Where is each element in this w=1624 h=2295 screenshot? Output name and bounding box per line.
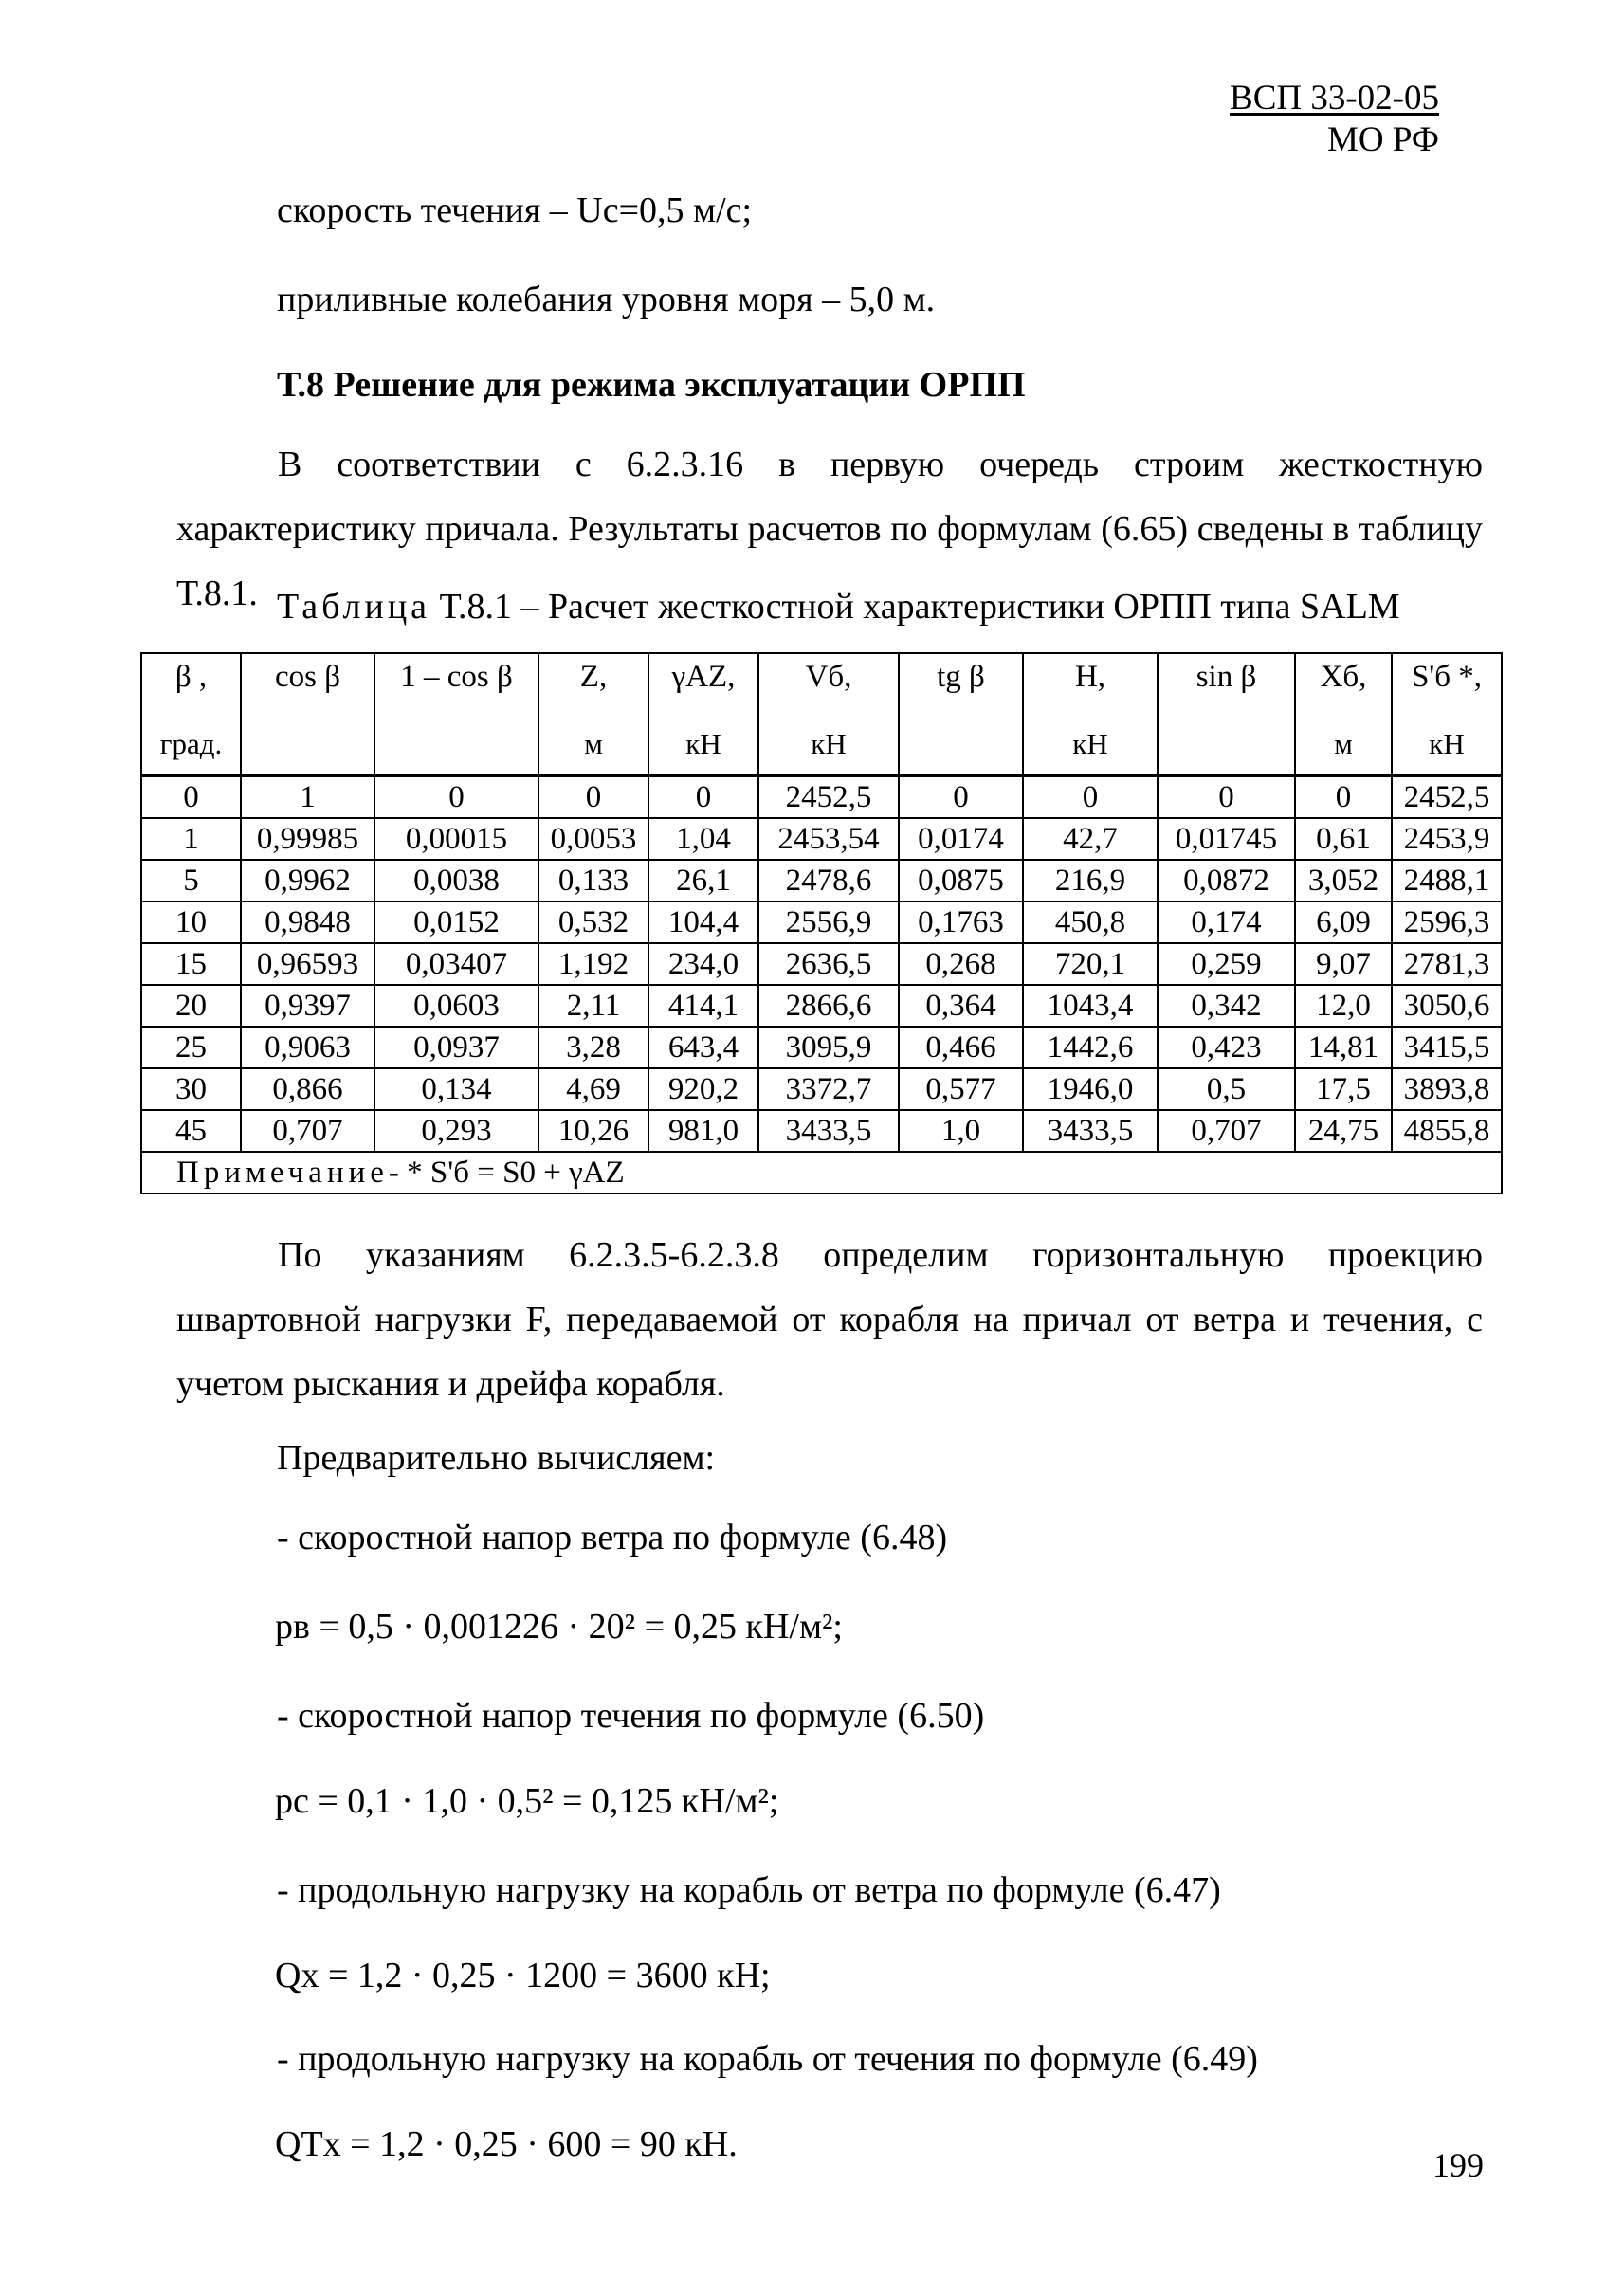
table-cell: 0,707 bbox=[1158, 1110, 1295, 1152]
intro-line-1: скорость течения – Uc=0,5 м/с; bbox=[277, 191, 753, 230]
table-cell: 2596,3 bbox=[1392, 902, 1502, 943]
header-cell: 1 – cos β bbox=[374, 653, 538, 711]
item-2-text: - скоростной напор течения по формуле (6.50) bbox=[277, 1696, 985, 1736]
header-cell: Vб, bbox=[758, 653, 899, 711]
header-cell: S'б *, bbox=[1392, 653, 1502, 711]
table-cell: 0,259 bbox=[1158, 943, 1295, 985]
table-cell: 2781,3 bbox=[1392, 943, 1502, 985]
table-cell: 10 bbox=[141, 902, 241, 943]
table-cell: 1442,6 bbox=[1023, 1027, 1158, 1068]
header-cell: Xб, bbox=[1295, 653, 1392, 711]
unit-cell: м bbox=[538, 711, 648, 775]
table-cell: 450,8 bbox=[1023, 902, 1158, 943]
item-1-text: - скоростной напор ветра по формуле (6.48) bbox=[277, 1518, 948, 1557]
table-cell: 0,96593 bbox=[241, 943, 374, 985]
table-cell: 720,1 bbox=[1023, 943, 1158, 985]
table-cell: 2866,6 bbox=[758, 985, 899, 1027]
table-cell: 5 bbox=[141, 860, 241, 902]
table-cell: 1 bbox=[241, 775, 374, 818]
table-cell: 0,134 bbox=[374, 1068, 538, 1110]
table-row bbox=[141, 1068, 1502, 1110]
table-caption bbox=[277, 586, 1400, 628]
table-cell: 25 bbox=[141, 1027, 241, 1068]
table-cell: 0 bbox=[1158, 775, 1295, 818]
unit-cell bbox=[374, 711, 538, 775]
table-units-row bbox=[141, 711, 1502, 775]
table-cell: 2453,54 bbox=[758, 818, 899, 860]
unit-cell: кН bbox=[1392, 711, 1502, 775]
table-row bbox=[141, 902, 1502, 943]
table-note-label: Примечание bbox=[176, 1156, 389, 1190]
table-cell: 643,4 bbox=[648, 1027, 758, 1068]
header-cell: β , bbox=[141, 653, 241, 711]
table-cell: 3,28 bbox=[538, 1027, 648, 1068]
table-cell: 0,466 bbox=[899, 1027, 1023, 1068]
table-cell: 0,0875 bbox=[899, 860, 1023, 902]
table-caption-label: Таблица bbox=[277, 587, 431, 627]
table-row bbox=[141, 1027, 1502, 1068]
table-cell: 0,133 bbox=[538, 860, 648, 902]
table-cell: 1,04 bbox=[648, 818, 758, 860]
table-cell: 0,03407 bbox=[374, 943, 538, 985]
table-cell: 4,69 bbox=[538, 1068, 648, 1110]
table-cell: 42,7 bbox=[1023, 818, 1158, 860]
table-cell: 216,9 bbox=[1023, 860, 1158, 902]
table-cell: 3433,5 bbox=[758, 1110, 899, 1152]
table-cell: 30 bbox=[141, 1068, 241, 1110]
table-cell: 45 bbox=[141, 1110, 241, 1152]
paragraph-1-text: В соответствии с 6.2.3.16 в первую очередь строим жесткостную характеристику причала. Результаты расчетов по формулам (6.65) сведены в таблицу Т.8.1. bbox=[176, 445, 1483, 613]
table-cell: 0,364 bbox=[899, 985, 1023, 1027]
table-cell: 3415,5 bbox=[1392, 1027, 1502, 1068]
table-cell: 0,01745 bbox=[1158, 818, 1295, 860]
table-cell: 1043,4 bbox=[1023, 985, 1158, 1027]
table-cell: 0,0174 bbox=[899, 818, 1023, 860]
table-cell: 0 bbox=[648, 775, 758, 818]
table-header-row bbox=[141, 653, 1502, 711]
table-cell: 2556,9 bbox=[758, 902, 899, 943]
table-cell: 0,707 bbox=[241, 1110, 374, 1152]
document-org: МО РФ bbox=[1326, 120, 1439, 159]
table-cell: 2478,6 bbox=[758, 860, 899, 902]
item-2-formula: pc = 0,1 · 1,0 · 0,5² = 0,125 кН/м²; bbox=[275, 1781, 779, 1821]
item-4-formula: QTx = 1,2 · 0,25 · 600 = 90 кН. bbox=[275, 2124, 738, 2164]
table-cell: 0 bbox=[141, 775, 241, 818]
page-number: 199 bbox=[1432, 2146, 1484, 2184]
table-cell: 3,052 bbox=[1295, 860, 1392, 902]
item-3-text: - продольную нагрузку на корабль от ветра по формуле (6.47) bbox=[277, 1870, 1221, 1910]
unit-cell: кН bbox=[1023, 711, 1158, 775]
table-cell: 0 bbox=[1295, 775, 1392, 818]
table-cell: 3893,8 bbox=[1392, 1068, 1502, 1110]
table-cell: 2452,5 bbox=[1392, 775, 1502, 818]
table-cell: 981,0 bbox=[648, 1110, 758, 1152]
item-3-formula: Qx = 1,2 · 0,25 · 1200 = 3600 кН; bbox=[275, 1956, 771, 1995]
table-cell: 1 bbox=[141, 818, 241, 860]
table-cell: 0,5 bbox=[1158, 1068, 1295, 1110]
table-cell: 0,0872 bbox=[1158, 860, 1295, 902]
table-body bbox=[141, 775, 1502, 1152]
table-cell: 2453,9 bbox=[1392, 818, 1502, 860]
table-cell: 0 bbox=[538, 775, 648, 818]
table-cell: 3433,5 bbox=[1023, 1110, 1158, 1152]
unit-cell bbox=[1158, 711, 1295, 775]
table-cell: 2488,1 bbox=[1392, 860, 1502, 902]
table-cell: 0,61 bbox=[1295, 818, 1392, 860]
table-row bbox=[141, 985, 1502, 1027]
table-row bbox=[141, 943, 1502, 985]
document-code: ВСП 33-02-05 bbox=[1230, 79, 1439, 118]
table-cell: 0 bbox=[899, 775, 1023, 818]
unit-cell: м bbox=[1295, 711, 1392, 775]
table-cell: 920,2 bbox=[648, 1068, 758, 1110]
table-cell: 0,174 bbox=[1158, 902, 1295, 943]
table-cell: 0,577 bbox=[899, 1068, 1023, 1110]
table-cell: 12,0 bbox=[1295, 985, 1392, 1027]
table-cell: 414,1 bbox=[648, 985, 758, 1027]
table-cell: 0,9848 bbox=[241, 902, 374, 943]
table-cell: 3372,7 bbox=[758, 1068, 899, 1110]
item-1-formula: pв = 0,5 · 0,001226 · 20² = 0,25 кН/м²; bbox=[275, 1607, 843, 1647]
table-cell: 0,9397 bbox=[241, 985, 374, 1027]
table-cell: 0,0053 bbox=[538, 818, 648, 860]
table-cell: 26,1 bbox=[648, 860, 758, 902]
table-cell: 0,268 bbox=[899, 943, 1023, 985]
table-cell: 0,0038 bbox=[374, 860, 538, 902]
table-cell: 0,293 bbox=[374, 1110, 538, 1152]
header-cell: Z, bbox=[538, 653, 648, 711]
table-cell: 9,07 bbox=[1295, 943, 1392, 985]
table-caption-text: Т.8.1 – Расчет жесткостной характеристики ОРПП типа SALM bbox=[439, 587, 1400, 627]
table-row bbox=[141, 860, 1502, 902]
table-cell: 17,5 bbox=[1295, 1068, 1392, 1110]
table-cell: 10,26 bbox=[538, 1110, 648, 1152]
table-cell: 14,81 bbox=[1295, 1027, 1392, 1068]
table-cell: 0,0937 bbox=[374, 1027, 538, 1068]
table-cell: 2,11 bbox=[538, 985, 648, 1027]
table-row bbox=[141, 818, 1502, 860]
item-4-text: - продольную нагрузку на корабль от течения по формуле (6.49) bbox=[277, 2039, 1258, 2079]
table-note-row bbox=[141, 1152, 1502, 1193]
section-title: Т.8 Решение для режима эксплуатации ОРПП bbox=[277, 365, 1026, 405]
header-cell: sin β bbox=[1158, 653, 1295, 711]
table-cell: 0,00015 bbox=[374, 818, 538, 860]
table-cell: 234,0 bbox=[648, 943, 758, 985]
pre-text: Предварительно вычисляем: bbox=[277, 1438, 716, 1478]
table-note-text: - * S'б = S0 + γAZ bbox=[388, 1156, 625, 1190]
paragraph-2-text: По указаниям 6.2.3.5-6.2.3.8 определим горизонтальную проекцию швартовной нагрузки F, передаваемой от корабля на причал от ветра и течения, с учетом рыскания и дрейфа корабля. bbox=[176, 1235, 1483, 1404]
table-cell: 0,423 bbox=[1158, 1027, 1295, 1068]
table-cell: 104,4 bbox=[648, 902, 758, 943]
table-cell: 3095,9 bbox=[758, 1027, 899, 1068]
stiffness-table bbox=[140, 652, 1503, 1194]
table-cell: 2452,5 bbox=[758, 775, 899, 818]
intro-line-2: приливные колебания уровня моря – 5,0 м. bbox=[277, 280, 936, 319]
unit-cell bbox=[241, 711, 374, 775]
document-header bbox=[1230, 78, 1439, 161]
table-cell: 0 bbox=[374, 775, 538, 818]
table-cell: 0,9962 bbox=[241, 860, 374, 902]
table-cell: 0,866 bbox=[241, 1068, 374, 1110]
table-cell: 0,99985 bbox=[241, 818, 374, 860]
table-cell: 0 bbox=[1023, 775, 1158, 818]
header-cell: cos β bbox=[241, 653, 374, 711]
table-cell: 0,0603 bbox=[374, 985, 538, 1027]
table-cell: 1,192 bbox=[538, 943, 648, 985]
table-cell: 15 bbox=[141, 943, 241, 985]
table-cell: 1,0 bbox=[899, 1110, 1023, 1152]
header-cell: γAZ, bbox=[648, 653, 758, 711]
unit-cell bbox=[899, 711, 1023, 775]
unit-cell: кН bbox=[758, 711, 899, 775]
table-cell: 0,532 bbox=[538, 902, 648, 943]
table-row bbox=[141, 775, 1502, 818]
table-cell: 0,0152 bbox=[374, 902, 538, 943]
table-cell: 0,1763 bbox=[899, 902, 1023, 943]
table-cell: 2636,5 bbox=[758, 943, 899, 985]
header-cell: tg β bbox=[899, 653, 1023, 711]
unit-cell: кН bbox=[648, 711, 758, 775]
table-cell: 4855,8 bbox=[1392, 1110, 1502, 1152]
table-cell: 0,9063 bbox=[241, 1027, 374, 1068]
unit-cell: град. bbox=[141, 711, 241, 775]
table-cell: 24,75 bbox=[1295, 1110, 1392, 1152]
paragraph-2 bbox=[176, 1223, 1483, 1416]
header-cell: H, bbox=[1023, 653, 1158, 711]
table-cell: 6,09 bbox=[1295, 902, 1392, 943]
table-cell: 1946,0 bbox=[1023, 1068, 1158, 1110]
table-cell: 20 bbox=[141, 985, 241, 1027]
table-cell: 0,342 bbox=[1158, 985, 1295, 1027]
table-note bbox=[141, 1152, 1502, 1193]
table-cell: 3050,6 bbox=[1392, 985, 1502, 1027]
table-row bbox=[141, 1110, 1502, 1152]
